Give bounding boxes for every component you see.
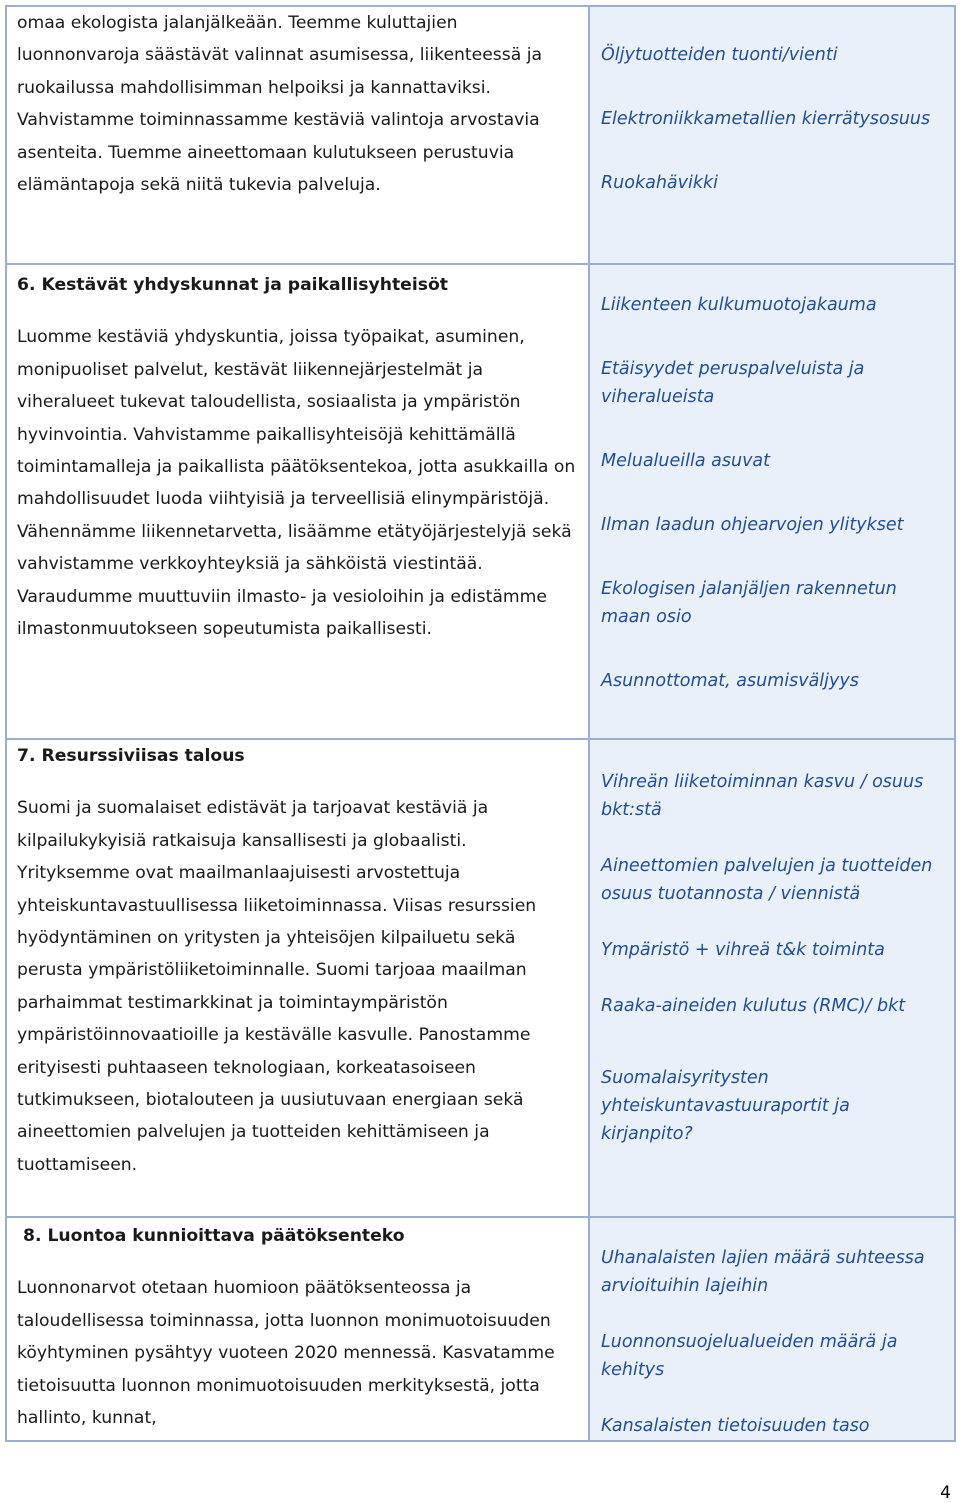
indicator: Vihreän liiketoiminnan kasvu / osuus bkt:stä [601,772,924,820]
indicator: Ilman laadun ohjearvojen ylitykset [601,515,904,535]
indicator: Ekologisen jalanjäljen rakennetun maan osio [601,579,897,627]
table-row [5,1218,956,1442]
indicator: Suomalaisyritysten yhteiskuntavastuuraportit ja kirjanpito? [601,1068,850,1144]
goal-text: Luomme kestäviä yhdyskuntia, joissa työpaikat, asuminen, monipuoliset palvelut, kestävät liikennejärjestelmät ja viheralueet tukevat taloudellista, sosiaalista ja ympäristön hyvinvointia. Vahvistamme paikallisyhteisöjä kehittämällä toimintamalleja ja paikallista päätöksentekoa, jotta asukkailla on mahdollisuudet luoda viihtyisiä ja terveellisiä elinympäristöjä. Vähennämme liikennetarvetta, lisäämme etätyöjärjestelyjä sekä vahvistamme verkkoyhteyksiä ja sähköistä viestintää. Varaudumme muuttuviin ilmasto- ja vesioloihin ja edistämme ilmastonmuutokseen sopeutumista paikallisesti. [17,327,576,640]
indicator: Melualueilla asuvat [601,451,771,471]
goal-text: omaa ekologista jalanjälkeään. Teemme kuluttajien luonnonvaroja säästävät valinnat asumisessa, liikenteessä ja ruokailussa mahdollisimman helpoiksi ja kannattaviksi. Vahvistamme toiminnassamme kestäviä valintoja arvostavia asenteita. Tuemme aineettomaan kulutukseen perustuvia elämäntapoja sekä niitä tukevia palveluja. [17,13,543,196]
indicator: Etäisyydet peruspalveluista ja viheralueista [601,359,865,407]
goal-cell [7,7,590,263]
indicator: Luonnonsuojelualueiden määrä ja kehitys [601,1332,898,1380]
indicator-cell [590,1218,954,1440]
indicator: Uhanalaisten lajien määrä suhteessa arvioituihin lajeihin [601,1248,925,1296]
table-row [5,740,956,1218]
indicator: Raaka-aineiden kulutus (RMC)/ bkt [601,996,906,1016]
goal-heading: 8. Luontoa kunnioittava päätöksenteko [23,1226,405,1246]
indicator: Öljytuotteiden tuonti/vienti [601,45,838,65]
page-number: 4 [940,1483,951,1503]
table-row [5,265,956,740]
indicator-cell [590,740,954,1216]
goal-cell [7,740,590,1216]
indicator: Aineettomien palvelujen ja tuotteiden osuus tuotannosta / viennistä [601,856,933,904]
indicator: Ympäristö + vihreä t&k toiminta [601,940,885,960]
table-row [5,5,956,265]
indicator: Kansalaisten tietoisuuden taso [601,1416,870,1436]
indicator-cell [590,7,954,263]
indicator-cell [590,265,954,738]
goals-indicators-table [5,5,956,1442]
goal-text: Luonnonarvot otetaan huomioon päätöksenteossa ja taloudellisessa toiminnassa, jotta luonnon monimuotoisuuden köyhtyminen pysähtyy vuoteen 2020 mennessä. Kasvatamme tietoisuutta luonnon monimuotoisuuden merkityksestä, jotta hallinto, kunnat, [17,1278,555,1429]
goal-cell [7,265,590,738]
indicator: Elektroniikkametallien kierrätysosuus [601,109,931,129]
indicator: Asunnottomat, asumisväljyys [601,671,859,691]
goal-heading: 6. Kestävät yhdyskunnat ja paikallisyhteisöt [17,275,448,295]
indicator: Liikenteen kulkumuotojakauma [601,295,877,315]
indicator: Ruokahävikki [601,173,718,193]
goal-heading: 7. Resurssiviisas talous [17,746,245,766]
goal-text: Suomi ja suomalaiset edistävät ja tarjoavat kestäviä ja kilpailukykyisiä ratkaisuja kansallisesti ja globaalisti. Yrityksemme ovat maailmanlaajuisesti arvostettuja yhteiskuntavastuullisessa liiketoiminnassa. Viisas resurssien hyödyntäminen on yritysten ja yhteisöjen kilpailuetu sekä perusta ympäristöliiketoiminnalle. Suomi tarjoaa maailman parhaimmat testimarkkinat ja toimintaympäristön ympäristöinnovaatioille ja kestävälle kasvulle. Panostamme erityisesti puhtaaseen teknologiaan, korkeatasoiseen tutkimukseen, biotalouteen ja uusiutuvaan energiaan sekä aineettomien palvelujen ja tuotteiden kehittämiseen ja tuottamiseen. [17,798,537,1175]
goal-cell [7,1218,590,1440]
